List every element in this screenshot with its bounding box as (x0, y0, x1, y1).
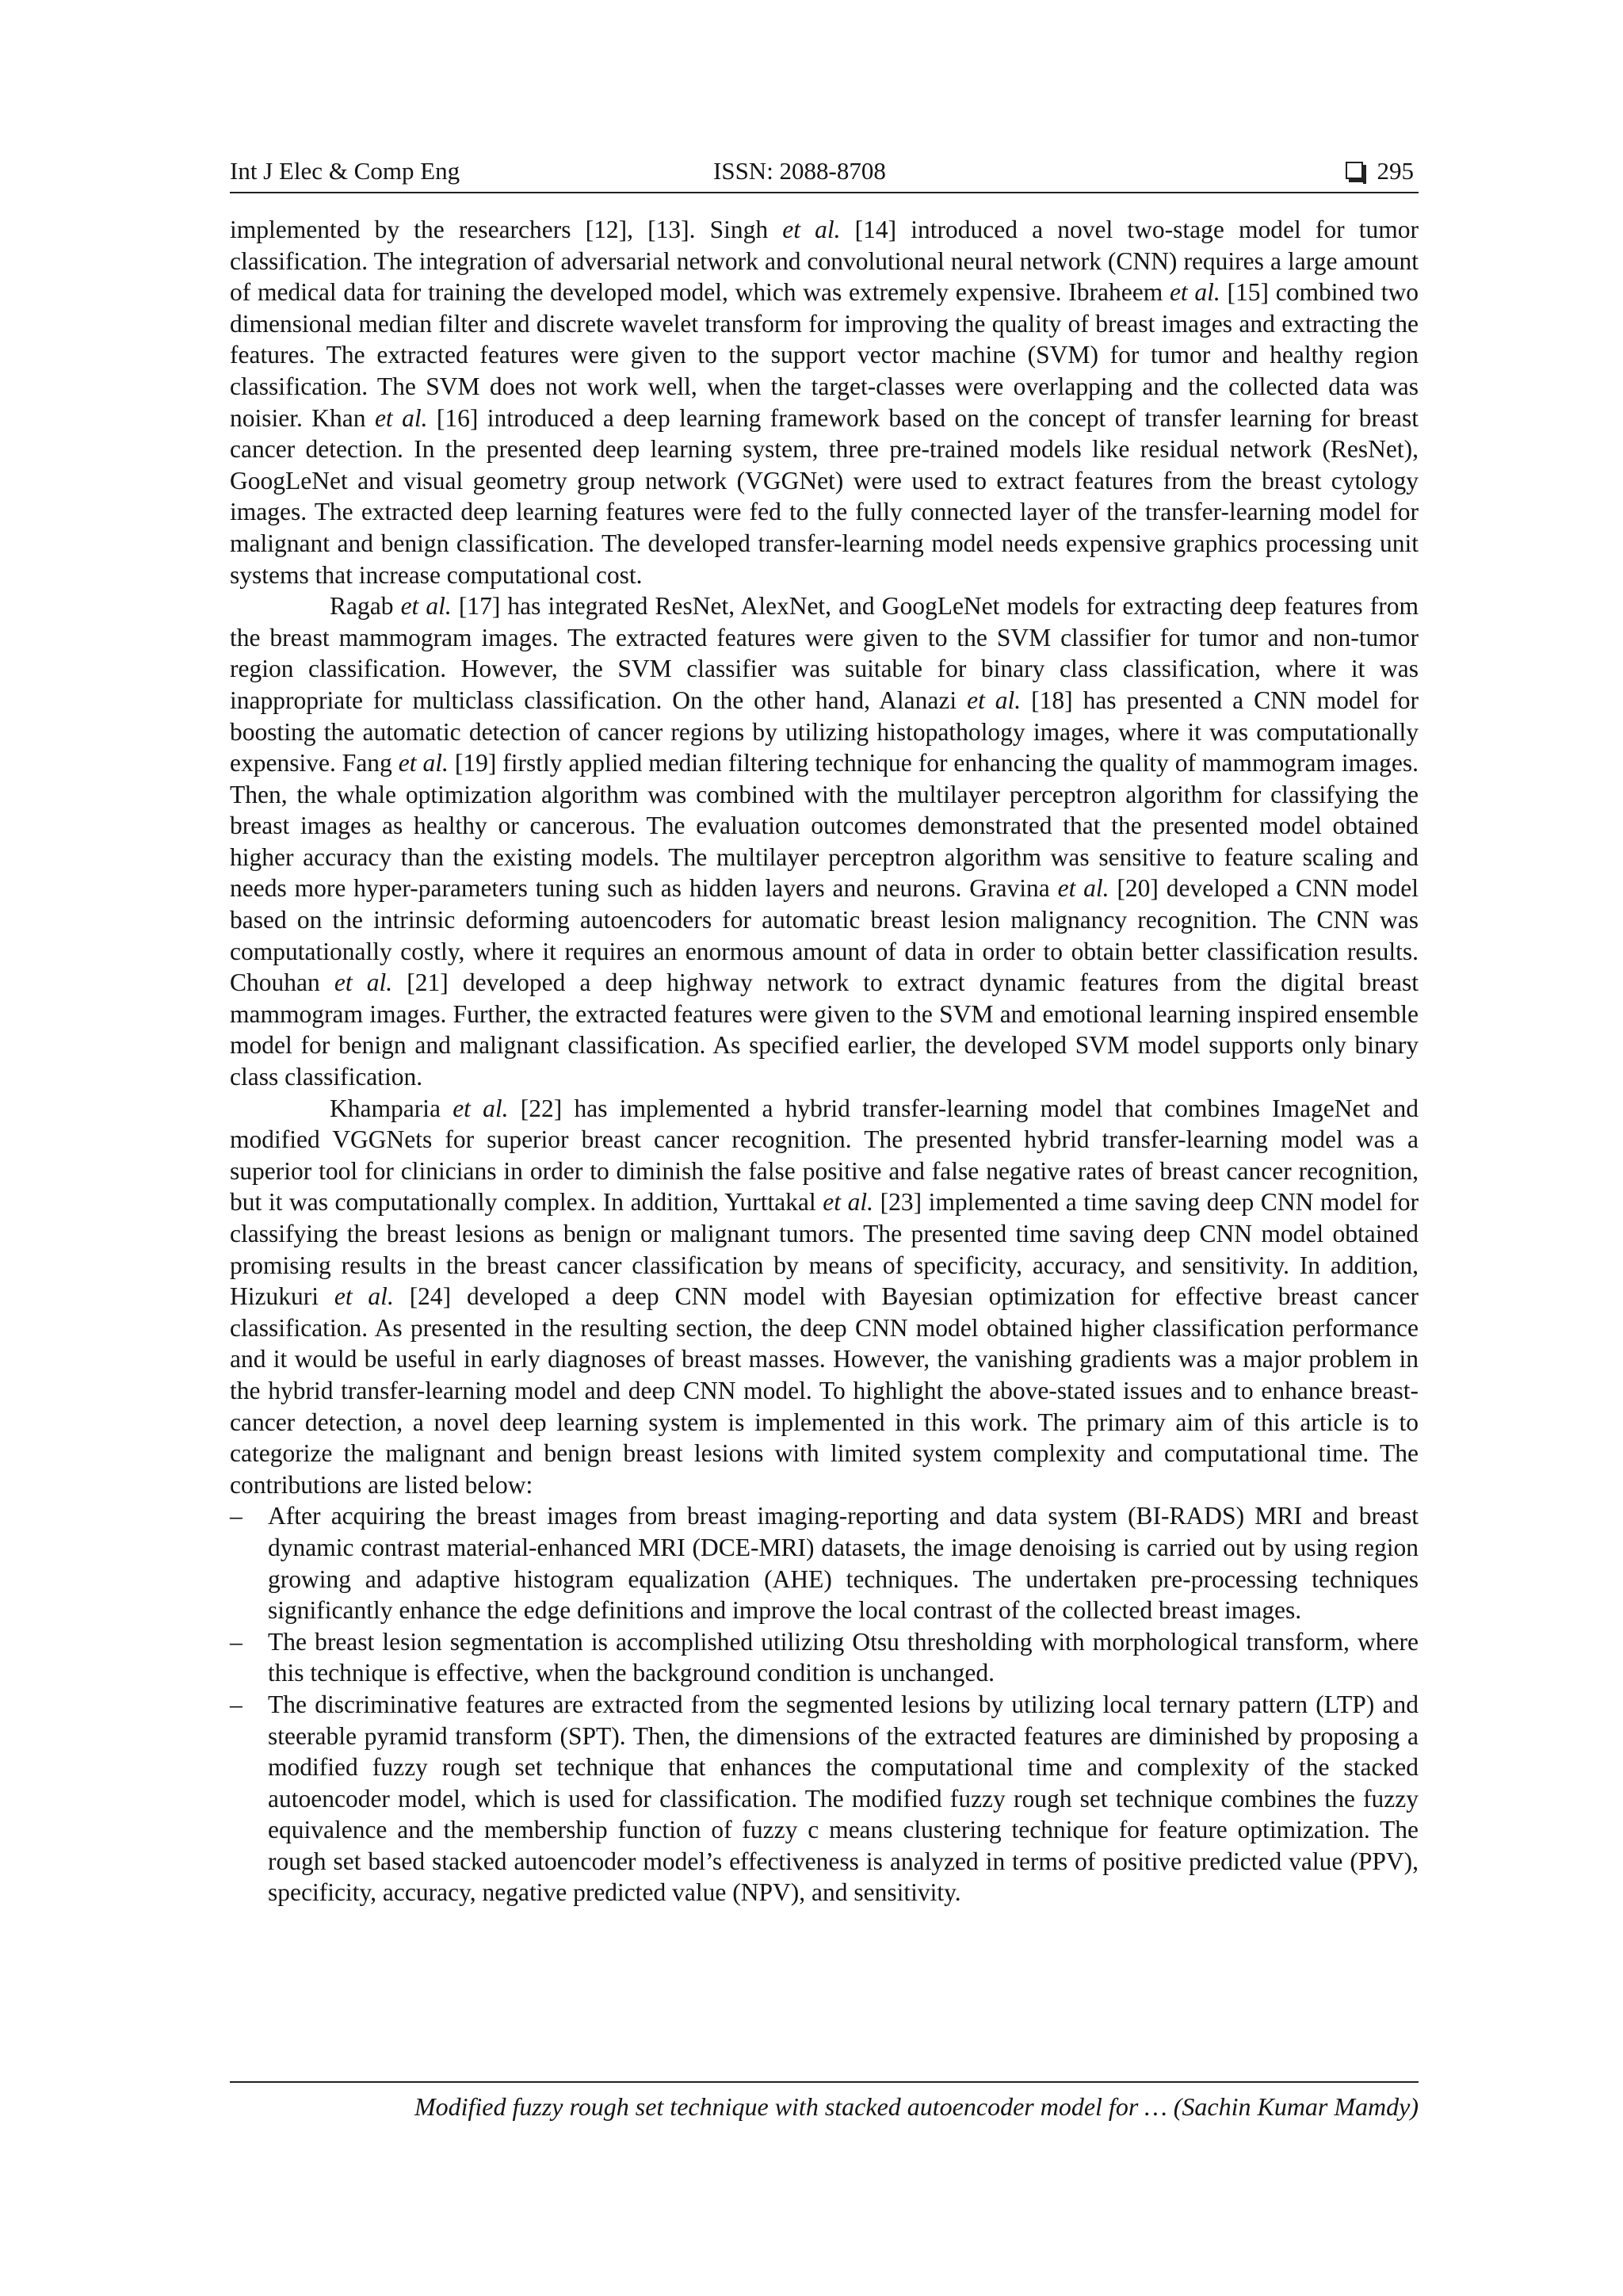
citation-etal: et al. (967, 686, 1022, 714)
article-body (230, 214, 1419, 1908)
running-title: Modified fuzzy rough set technique with stacked autoencoder model for … (Sachin Kumar Mamdy) (414, 2092, 1419, 2121)
citation-etal: et al. (823, 1188, 873, 1217)
text-segment: [15] combined two dimensional median filter and discrete wavelet transform for improving the quality of breast images and extracting the features. The extracted features were given to the support vector machine (SVM) for tumor and healthy region classification. The SVM does not work well, when the target-classes were overlapping and the collected data was noisier. Khan (230, 278, 1419, 432)
text-segment: [19] firstly applied median filtering technique for enhancing the quality of mammogram images. Then, the whale optimization algorithm was combined with the multilayer perceptron algorithm for classifying the breast images as healthy or cancerous. The evaluation outcomes demonstrated that the presented model obtained higher accuracy than the existing models. The multilayer perceptron algorithm was sensitive to feature scaling and needs more hyper-parameters tuning such as hidden layers and neurons. Gravina (230, 749, 1419, 903)
text-segment: implemented by the researchers [12], [13]. Singh (230, 216, 783, 243)
contribution-list (230, 1500, 1419, 1908)
text-segment: [24] developed a deep CNN model with Bayesian optimization for effective breast cancer classification. As presented in the resulting section, the deep CNN model obtained higher classification performance and it would be useful in early diagnoses of breast masses. However, the vanishing gradients was a major problem in the hybrid transfer-learning model and deep CNN model. To highlight the above-stated issues and to enhance breast-cancer detection, a novel deep learning system is implemented in this work. The primary aim of this article is to categorize the malignant and benign breast lesions with limited system complexity and computational time. The contributions are listed below: (230, 1282, 1419, 1499)
citation-etal: et al. (1057, 874, 1109, 903)
contribution-text: The breast lesion segmentation is accomplished utilizing Otsu thresholding with morphological transform, where this technique is effective, when the background condition is unchanged. (268, 1627, 1419, 1687)
text-segment: [16] introduced a deep learning framework based on the concept of transfer learning for breast cancer detection. In the presented deep learning system, three pre-trained models like residual network (ResNet), GoogLeNet and visual geometry group network (VGGNet) were used to extract features from the breast cytology images. The extracted deep learning features were fed to the fully connected layer of the transfer-learning model for malignant and benign classification. The developed transfer-learning model needs expensive graphics processing unit systems that increase computational cost. (230, 403, 1419, 589)
contribution-item (230, 1500, 1419, 1626)
journal-name: Int J Elec & Comp Eng (230, 157, 460, 185)
page-footer (230, 2081, 1419, 2122)
issn-label: ISSN: 2088-8708 (713, 157, 886, 185)
square-bullet-icon (1346, 162, 1363, 179)
contribution-item (230, 1626, 1419, 1689)
text-segment: [22] has implemented a hybrid transfer-learning model that combines ImageNet and modified VGGNets for superior breast cancer recognition. The presented hybrid transfer-learning model was a superior tool for clinicians in order to diminish the false positive and false negative rates of breast cancer recognition, but it was computationally complex. In addition, Yurttakal (230, 1094, 1419, 1217)
dash-bullet-icon: – (230, 1690, 242, 1718)
citation-etal: et al. (398, 749, 449, 777)
citation-etal: et al. (334, 1282, 394, 1311)
text-segment: Khamparia (330, 1094, 453, 1122)
text-segment: Ragab (330, 592, 401, 621)
citation-etal: et al. (400, 592, 452, 621)
text-segment: [14] introduced a novel two-stage model for tumor classification. The integration of adversarial network and convolutional neural network (CNN) requires a large amount of medical data for training the developed model, which was extremely expensive. Ibraheem (230, 216, 1419, 307)
citation-etal: et al. (782, 216, 841, 243)
text-segment: [23] implemented a time saving deep CNN model for classifying the breast lesions as benign or malignant tumors. The presented time saving deep CNN model obtained promising results in the breast cancer classification by means of specificity, accuracy, and sensitivity. In addition, Hizukuri (230, 1188, 1419, 1311)
page-number: 295 (1377, 157, 1414, 185)
paragraph-container (230, 214, 1419, 1500)
paragraph-p2 (230, 590, 1419, 1093)
text-segment: [21] developed a deep highway network to extract dynamic features from the digital breast mammogram images. Further, the extracted features were given to the SVM and emotional learning inspired ensemble model for benign and malignant classification. As specified earlier, the developed SVM model supports only binary class classification. (230, 968, 1419, 1091)
paragraph-p1 (230, 214, 1419, 590)
dash-bullet-icon: – (230, 1627, 242, 1656)
citation-etal: et al. (1169, 278, 1220, 307)
text-segment: [17] has integrated ResNet, AlexNet, and GoogLeNet models for extracting deep features from the breast mammogram images. The extracted features were given to the SVM classifier for tumor and non-tumor region classification. However, the SVM classifier was suitable for binary class classification, where it was inappropriate for multiclass classification. On the other hand, Alanazi (230, 592, 1419, 714)
page-header (230, 155, 1419, 193)
citation-etal: et al. (453, 1094, 509, 1122)
text-segment: [20] developed a CNN model based on the intrinsic deforming autoencoders for automatic breast lesion malignancy recognition. The CNN was computationally costly, where it requires an enormous amount of data in order to obtain better classification results. Chouhan (230, 874, 1419, 997)
paragraph-p3 (230, 1093, 1419, 1501)
contribution-text: The discriminative features are extracted from the segmented lesions by utilizing local ternary pattern (LTP) and steerable pyramid transform (SPT). Then, the dimensions of the extracted features are diminished by proposing a modified fuzzy rough set technique that enhances the computational time and complexity of the stacked autoencoder model, which is used for classification. The modified fuzzy rough set technique combines the fuzzy equivalence and the membership function of fuzzy c means clustering technique for feature optimization. The rough set based stacked autoencoder model’s effectiveness is analyzed in terms of positive predicted value (PPV), specificity, accuracy, negative predicted value (NPV), and sensitivity. (268, 1690, 1419, 1907)
dash-bullet-icon: – (230, 1502, 242, 1530)
citation-etal: et al. (334, 968, 393, 997)
contribution-text: After acquiring the breast images from breast imaging-reporting and data system (BI-RADS) MRI and breast dynamic contrast material-enhanced MRI (DCE-MRI) datasets, the image denoising is carried out by using region growing and adaptive histogram equalization (AHE) techniques. The undertaken pre-processing techniques significantly enhance the edge definitions and improve the local contrast of the collected breast images. (268, 1502, 1419, 1625)
contribution-item (230, 1689, 1419, 1908)
text-segment: [18] has presented a CNN model for boosting the automatic detection of cancer regions by utilizing histopathology images, where it was computationally expensive. Fang (230, 686, 1419, 777)
citation-etal: et al. (374, 403, 428, 432)
